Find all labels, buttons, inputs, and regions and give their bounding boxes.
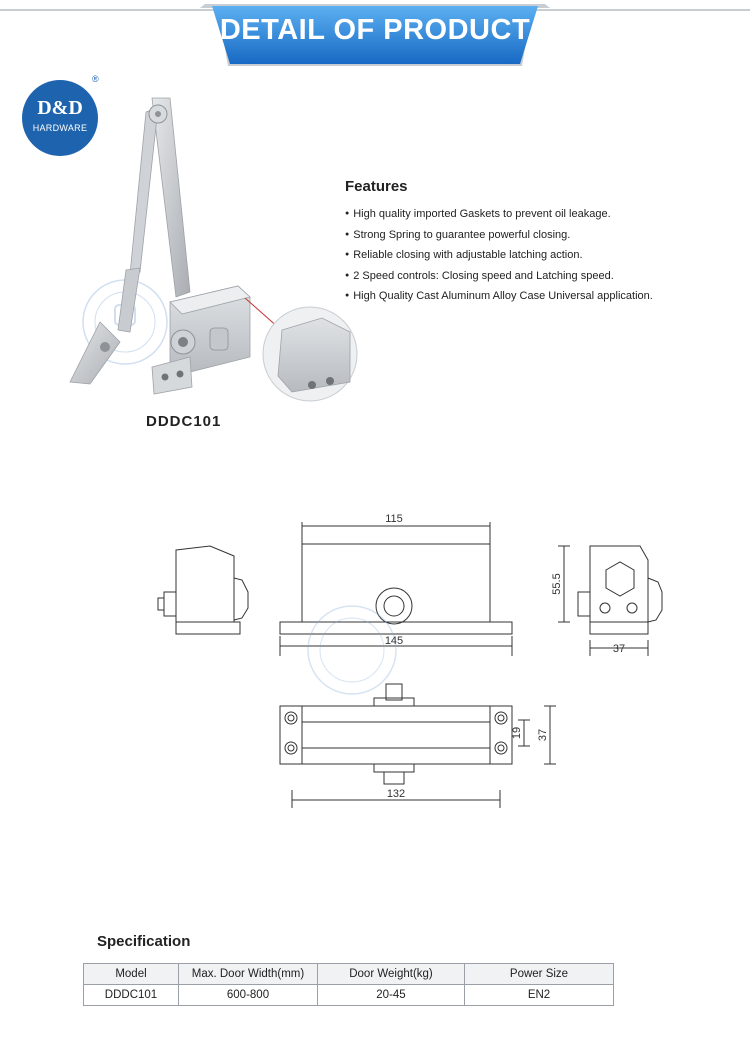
- dim-height: 55.5: [551, 573, 563, 595]
- side-view-right: [558, 546, 662, 656]
- technical-drawing: [150, 500, 670, 820]
- cell-power-size: EN2: [465, 985, 614, 1006]
- feature-item: ● High Quality Cast Aluminum Alloy Case Universal application.: [345, 286, 653, 307]
- dim-plan-width: 132: [386, 788, 406, 800]
- cell-model: DDDC101: [84, 985, 179, 1006]
- header-power-size: Power Size: [465, 964, 614, 985]
- feature-item: ● Strong Spring to guarantee powerful closing.: [345, 225, 653, 246]
- dim-side-width: 37: [612, 643, 626, 655]
- specification-table: [83, 963, 614, 1006]
- plan-view: [280, 684, 556, 808]
- header-door-width: Max. Door Width(mm): [179, 964, 318, 985]
- header-door-weight: Door Weight(kg): [318, 964, 465, 985]
- dim-base-width: 145: [384, 635, 404, 647]
- logo-sub: HARDWARE: [32, 123, 88, 133]
- dim-plan-inner: 19: [511, 726, 523, 740]
- specification-title: Specification: [97, 933, 191, 950]
- registered-mark: ®: [92, 74, 99, 84]
- header-model: Model: [84, 964, 179, 985]
- table-header-row: [84, 964, 614, 985]
- feature-item: ● Reliable closing with adjustable latching action.: [345, 245, 653, 266]
- table-row: [84, 985, 614, 1006]
- product-photo: [60, 92, 380, 412]
- features-title: Features: [345, 178, 408, 195]
- feature-item: ● 2 Speed controls: Closing speed and Latching speed.: [345, 266, 653, 287]
- side-view-left: [158, 546, 248, 634]
- page-title: DETAIL OF PRODUCT: [219, 14, 531, 46]
- feature-item: ● High quality imported Gaskets to prevent oil leakage.: [345, 204, 653, 225]
- header-banner: [200, 0, 550, 66]
- features-list: [345, 204, 653, 307]
- dim-plan-depth: 37: [537, 728, 549, 742]
- dim-top-width: 115: [385, 513, 403, 525]
- watermark-seal-2: [308, 606, 396, 694]
- product-model-label: DDDC101: [146, 413, 222, 430]
- cell-door-weight: 20-45: [318, 985, 465, 1006]
- logo-brand: D&D: [37, 97, 83, 119]
- cell-door-width: 600-800: [179, 985, 318, 1006]
